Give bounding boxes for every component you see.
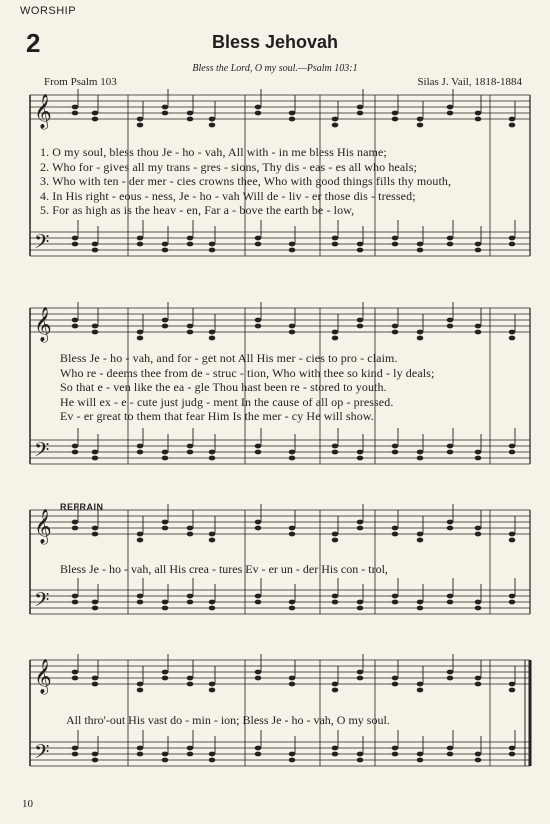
note-head xyxy=(475,532,482,537)
note-head xyxy=(332,688,339,693)
note-head xyxy=(209,336,216,341)
note-head xyxy=(72,242,79,247)
note-head xyxy=(209,456,216,461)
note-head xyxy=(475,758,482,763)
note-head xyxy=(209,682,216,687)
note-head xyxy=(255,746,262,751)
refrain-lyric-line-2: All thro'-out His vast do - min - ion; Bless Je - ho - vah, O my soul. xyxy=(66,713,390,727)
note-head xyxy=(289,111,296,116)
note-head xyxy=(92,606,99,611)
note-head xyxy=(92,752,99,757)
note-head xyxy=(92,450,99,455)
note-head xyxy=(137,746,144,751)
note-head xyxy=(289,600,296,605)
note-head xyxy=(332,236,339,241)
music-credit: Silas J. Vail, 1818-1884 xyxy=(417,76,522,88)
clef-symbol: 𝄞 xyxy=(34,659,52,694)
note-head xyxy=(187,324,194,329)
note-head xyxy=(475,117,482,122)
note-head xyxy=(475,682,482,687)
note-head xyxy=(332,444,339,449)
note-head xyxy=(187,111,194,116)
verse-lyrics-system-1 xyxy=(40,145,532,218)
note-head xyxy=(475,456,482,461)
note-head xyxy=(137,688,144,693)
note-head xyxy=(447,520,454,525)
note-head xyxy=(357,526,364,531)
note-head xyxy=(417,682,424,687)
note-head xyxy=(417,688,424,693)
note-head xyxy=(162,248,169,253)
note-head xyxy=(187,330,194,335)
note-head xyxy=(209,450,216,455)
note-head xyxy=(162,105,169,110)
note-head xyxy=(447,676,454,681)
note-head xyxy=(332,330,339,335)
note-head xyxy=(209,606,216,611)
refrain-lyric-line-1: Bless Je - ho - vah, all His crea - tures Ev - er un - der His con - trol, xyxy=(60,562,388,576)
note-head xyxy=(475,248,482,253)
note-head xyxy=(137,538,144,543)
note-head xyxy=(92,526,99,531)
note-head xyxy=(447,670,454,675)
note-head xyxy=(392,526,399,531)
note-head xyxy=(289,682,296,687)
note-head xyxy=(162,600,169,605)
note-head xyxy=(509,600,516,605)
note-head xyxy=(137,682,144,687)
note-head xyxy=(209,330,216,335)
note-head xyxy=(392,676,399,681)
note-head xyxy=(332,242,339,247)
lyric-line: Ev - er great to them that fear Him Is the mer - cy He will show. xyxy=(60,409,374,423)
clef-symbol: 𝄞 xyxy=(34,509,52,544)
note-head xyxy=(162,456,169,461)
note-head xyxy=(392,594,399,599)
note-head xyxy=(187,532,194,537)
note-head xyxy=(509,117,516,122)
note-head xyxy=(162,606,169,611)
note-head xyxy=(137,752,144,757)
note-head xyxy=(162,242,169,247)
note-head xyxy=(137,336,144,341)
note-head xyxy=(357,520,364,525)
note-head xyxy=(417,248,424,253)
note-head xyxy=(357,752,364,757)
note-head xyxy=(392,746,399,751)
note-head xyxy=(417,242,424,247)
note-head xyxy=(392,330,399,335)
note-head xyxy=(209,123,216,128)
note-head xyxy=(255,444,262,449)
note-head xyxy=(417,600,424,605)
hymn-title: Bless Jehovah xyxy=(211,32,339,52)
note-head xyxy=(92,758,99,763)
note-head xyxy=(392,752,399,757)
note-head xyxy=(289,242,296,247)
note-head xyxy=(357,242,364,247)
note-head xyxy=(162,450,169,455)
note-head xyxy=(72,600,79,605)
note-head xyxy=(475,450,482,455)
note-head xyxy=(209,600,216,605)
note-head xyxy=(509,594,516,599)
note-head xyxy=(162,520,169,525)
note-head xyxy=(162,526,169,531)
note-head xyxy=(137,532,144,537)
note-head xyxy=(255,450,262,455)
note-head xyxy=(392,117,399,122)
note-head xyxy=(255,242,262,247)
note-head xyxy=(255,752,262,757)
note-head xyxy=(92,682,99,687)
note-head xyxy=(162,670,169,675)
note-head xyxy=(187,594,194,599)
note-head xyxy=(417,538,424,543)
note-head xyxy=(162,324,169,329)
lyric-line: 5. For as high as is the heav - en, Far a - bove the earth be - low, xyxy=(40,203,355,217)
note-head xyxy=(332,117,339,122)
note-head xyxy=(417,752,424,757)
note-head xyxy=(332,594,339,599)
note-head xyxy=(137,450,144,455)
page-number: 10 xyxy=(22,798,33,810)
refrain-label: REFRAIN xyxy=(60,502,104,512)
note-head xyxy=(509,336,516,341)
note-head xyxy=(332,532,339,537)
note-head xyxy=(209,242,216,247)
note-head xyxy=(475,111,482,116)
note-head xyxy=(357,111,364,116)
note-head xyxy=(209,688,216,693)
note-head xyxy=(417,456,424,461)
note-head xyxy=(509,746,516,751)
note-head xyxy=(475,330,482,335)
note-head xyxy=(509,688,516,693)
clef-symbol: 𝄢 xyxy=(34,438,50,466)
note-head xyxy=(137,600,144,605)
note-head xyxy=(92,111,99,116)
lyric-line: 3. Who with ten - der mer - cies crowns thee, Who with good things fills thy mouth, xyxy=(40,174,452,188)
note-head xyxy=(255,594,262,599)
note-head xyxy=(509,236,516,241)
note-head xyxy=(447,318,454,323)
note-head xyxy=(417,123,424,128)
note-head xyxy=(392,111,399,116)
lyric-line: He will ex - e - cute just judg - ment In the cause of all op - pressed. xyxy=(60,394,394,409)
note-head xyxy=(332,123,339,128)
lyric-line: 4. In His right - eous - ness, Je - ho - vah Will de - liv - er those dis - tressed; xyxy=(40,188,416,203)
clef-symbol: 𝄢 xyxy=(34,588,50,616)
note-head xyxy=(447,324,454,329)
note-head xyxy=(137,117,144,122)
note-head xyxy=(447,444,454,449)
note-head xyxy=(187,526,194,531)
note-head xyxy=(392,600,399,605)
note-head xyxy=(392,682,399,687)
note-head xyxy=(289,676,296,681)
note-head xyxy=(417,117,424,122)
note-head xyxy=(162,111,169,116)
note-head xyxy=(357,105,364,110)
note-head xyxy=(289,758,296,763)
note-head xyxy=(72,746,79,751)
note-head xyxy=(447,236,454,241)
note-head xyxy=(392,444,399,449)
note-head xyxy=(187,236,194,241)
note-head xyxy=(417,532,424,537)
note-head xyxy=(92,456,99,461)
note-head xyxy=(289,450,296,455)
note-head xyxy=(392,236,399,241)
note-head xyxy=(162,318,169,323)
note-head xyxy=(332,746,339,751)
note-head xyxy=(509,532,516,537)
note-head xyxy=(509,450,516,455)
note-head xyxy=(332,336,339,341)
note-head xyxy=(72,752,79,757)
note-head xyxy=(475,752,482,757)
note-head xyxy=(447,594,454,599)
note-head xyxy=(509,330,516,335)
note-head xyxy=(509,538,516,543)
note-head xyxy=(72,670,79,675)
note-head xyxy=(187,682,194,687)
note-head xyxy=(392,450,399,455)
note-head xyxy=(209,117,216,122)
note-head xyxy=(162,758,169,763)
note-head xyxy=(72,324,79,329)
note-head xyxy=(357,324,364,329)
note-head xyxy=(447,111,454,116)
verse-lyrics-system-2 xyxy=(60,351,550,424)
note-head xyxy=(289,248,296,253)
note-head xyxy=(417,758,424,763)
note-head xyxy=(209,538,216,543)
note-head xyxy=(357,670,364,675)
note-head xyxy=(72,236,79,241)
note-head xyxy=(289,526,296,531)
note-head xyxy=(209,758,216,763)
note-head xyxy=(72,450,79,455)
lyric-line: Who re - deems thee from de - struc - tion, Who with thee so kind - ly deals; xyxy=(60,365,435,380)
note-head xyxy=(417,606,424,611)
note-head xyxy=(137,123,144,128)
note-head xyxy=(255,670,262,675)
note-head xyxy=(289,606,296,611)
note-head xyxy=(255,520,262,525)
note-head xyxy=(357,456,364,461)
note-head xyxy=(392,242,399,247)
note-head xyxy=(475,676,482,681)
note-head xyxy=(332,682,339,687)
note-head xyxy=(392,324,399,329)
lyric-line: So that e - ven like the ea - gle Thou hast been re - stored to youth. xyxy=(60,380,387,394)
scripture-subtitle: Bless the Lord, O my soul.—Psalm 103:1 xyxy=(192,63,358,74)
note-head xyxy=(255,318,262,323)
note-head xyxy=(332,450,339,455)
clef-symbol: 𝄢 xyxy=(34,740,50,768)
note-head xyxy=(162,676,169,681)
note-head xyxy=(92,248,99,253)
note-head xyxy=(357,606,364,611)
note-head xyxy=(509,752,516,757)
note-head xyxy=(475,242,482,247)
note-head xyxy=(447,600,454,605)
note-head xyxy=(475,600,482,605)
note-head xyxy=(289,532,296,537)
note-head xyxy=(187,600,194,605)
note-head xyxy=(255,105,262,110)
note-head xyxy=(137,236,144,241)
note-head xyxy=(187,676,194,681)
note-head xyxy=(357,450,364,455)
note-head xyxy=(72,318,79,323)
note-head xyxy=(137,242,144,247)
note-head xyxy=(92,676,99,681)
note-head xyxy=(92,324,99,329)
note-head xyxy=(357,600,364,605)
note-head xyxy=(417,450,424,455)
note-head xyxy=(255,526,262,531)
note-head xyxy=(209,752,216,757)
note-head xyxy=(255,236,262,241)
note-head xyxy=(289,117,296,122)
note-head xyxy=(255,600,262,605)
note-head xyxy=(187,752,194,757)
note-head xyxy=(72,444,79,449)
note-head xyxy=(447,752,454,757)
note-head xyxy=(187,444,194,449)
note-head xyxy=(509,444,516,449)
words-credit: From Psalm 103 xyxy=(44,76,117,88)
note-head xyxy=(417,330,424,335)
note-head xyxy=(72,520,79,525)
note-head xyxy=(509,682,516,687)
note-head xyxy=(92,330,99,335)
note-head xyxy=(137,594,144,599)
clef-symbol: 𝄞 xyxy=(34,307,52,342)
note-head xyxy=(357,248,364,253)
note-head xyxy=(357,318,364,323)
note-head xyxy=(187,746,194,751)
note-head xyxy=(92,532,99,537)
note-head xyxy=(255,676,262,681)
note-head xyxy=(137,330,144,335)
note-head xyxy=(332,752,339,757)
note-head xyxy=(72,526,79,531)
note-head xyxy=(209,532,216,537)
note-head xyxy=(209,248,216,253)
note-head xyxy=(332,538,339,543)
note-head xyxy=(92,600,99,605)
note-head xyxy=(289,752,296,757)
note-head xyxy=(332,600,339,605)
note-head xyxy=(162,752,169,757)
note-head xyxy=(417,336,424,341)
note-head xyxy=(509,123,516,128)
note-head xyxy=(447,242,454,247)
note-head xyxy=(289,324,296,329)
note-head xyxy=(289,456,296,461)
note-head xyxy=(392,532,399,537)
note-head xyxy=(92,242,99,247)
note-head xyxy=(357,758,364,763)
note-head xyxy=(447,526,454,531)
clef-symbol: 𝄞 xyxy=(34,94,52,129)
clef-symbol: 𝄢 xyxy=(34,230,50,258)
note-head xyxy=(357,676,364,681)
section-label: WORSHIP xyxy=(20,5,77,17)
note-head xyxy=(187,242,194,247)
note-head xyxy=(509,242,516,247)
note-head xyxy=(447,105,454,110)
note-head xyxy=(72,594,79,599)
note-head xyxy=(92,117,99,122)
lyric-line: Bless Je - ho - vah, and for - get not All His mer - cies to pro - claim. xyxy=(60,351,398,365)
note-head xyxy=(137,444,144,449)
note-head xyxy=(289,330,296,335)
note-head xyxy=(72,111,79,116)
hymn-number: 2 xyxy=(26,28,41,58)
note-head xyxy=(255,324,262,329)
lyric-line: 1. O my soul, bless thou Je - ho - vah, All with - in me bless His name; xyxy=(40,145,387,159)
note-head xyxy=(187,450,194,455)
note-head xyxy=(187,117,194,122)
note-head xyxy=(72,105,79,110)
note-head xyxy=(447,450,454,455)
note-head xyxy=(475,526,482,531)
note-head xyxy=(447,746,454,751)
note-head xyxy=(475,324,482,329)
note-head xyxy=(475,606,482,611)
lyric-line: 2. Who for - gives all my trans - gres - sions, Thy dis - eas - es all who heals; xyxy=(40,159,417,174)
note-head xyxy=(255,111,262,116)
note-head xyxy=(72,676,79,681)
